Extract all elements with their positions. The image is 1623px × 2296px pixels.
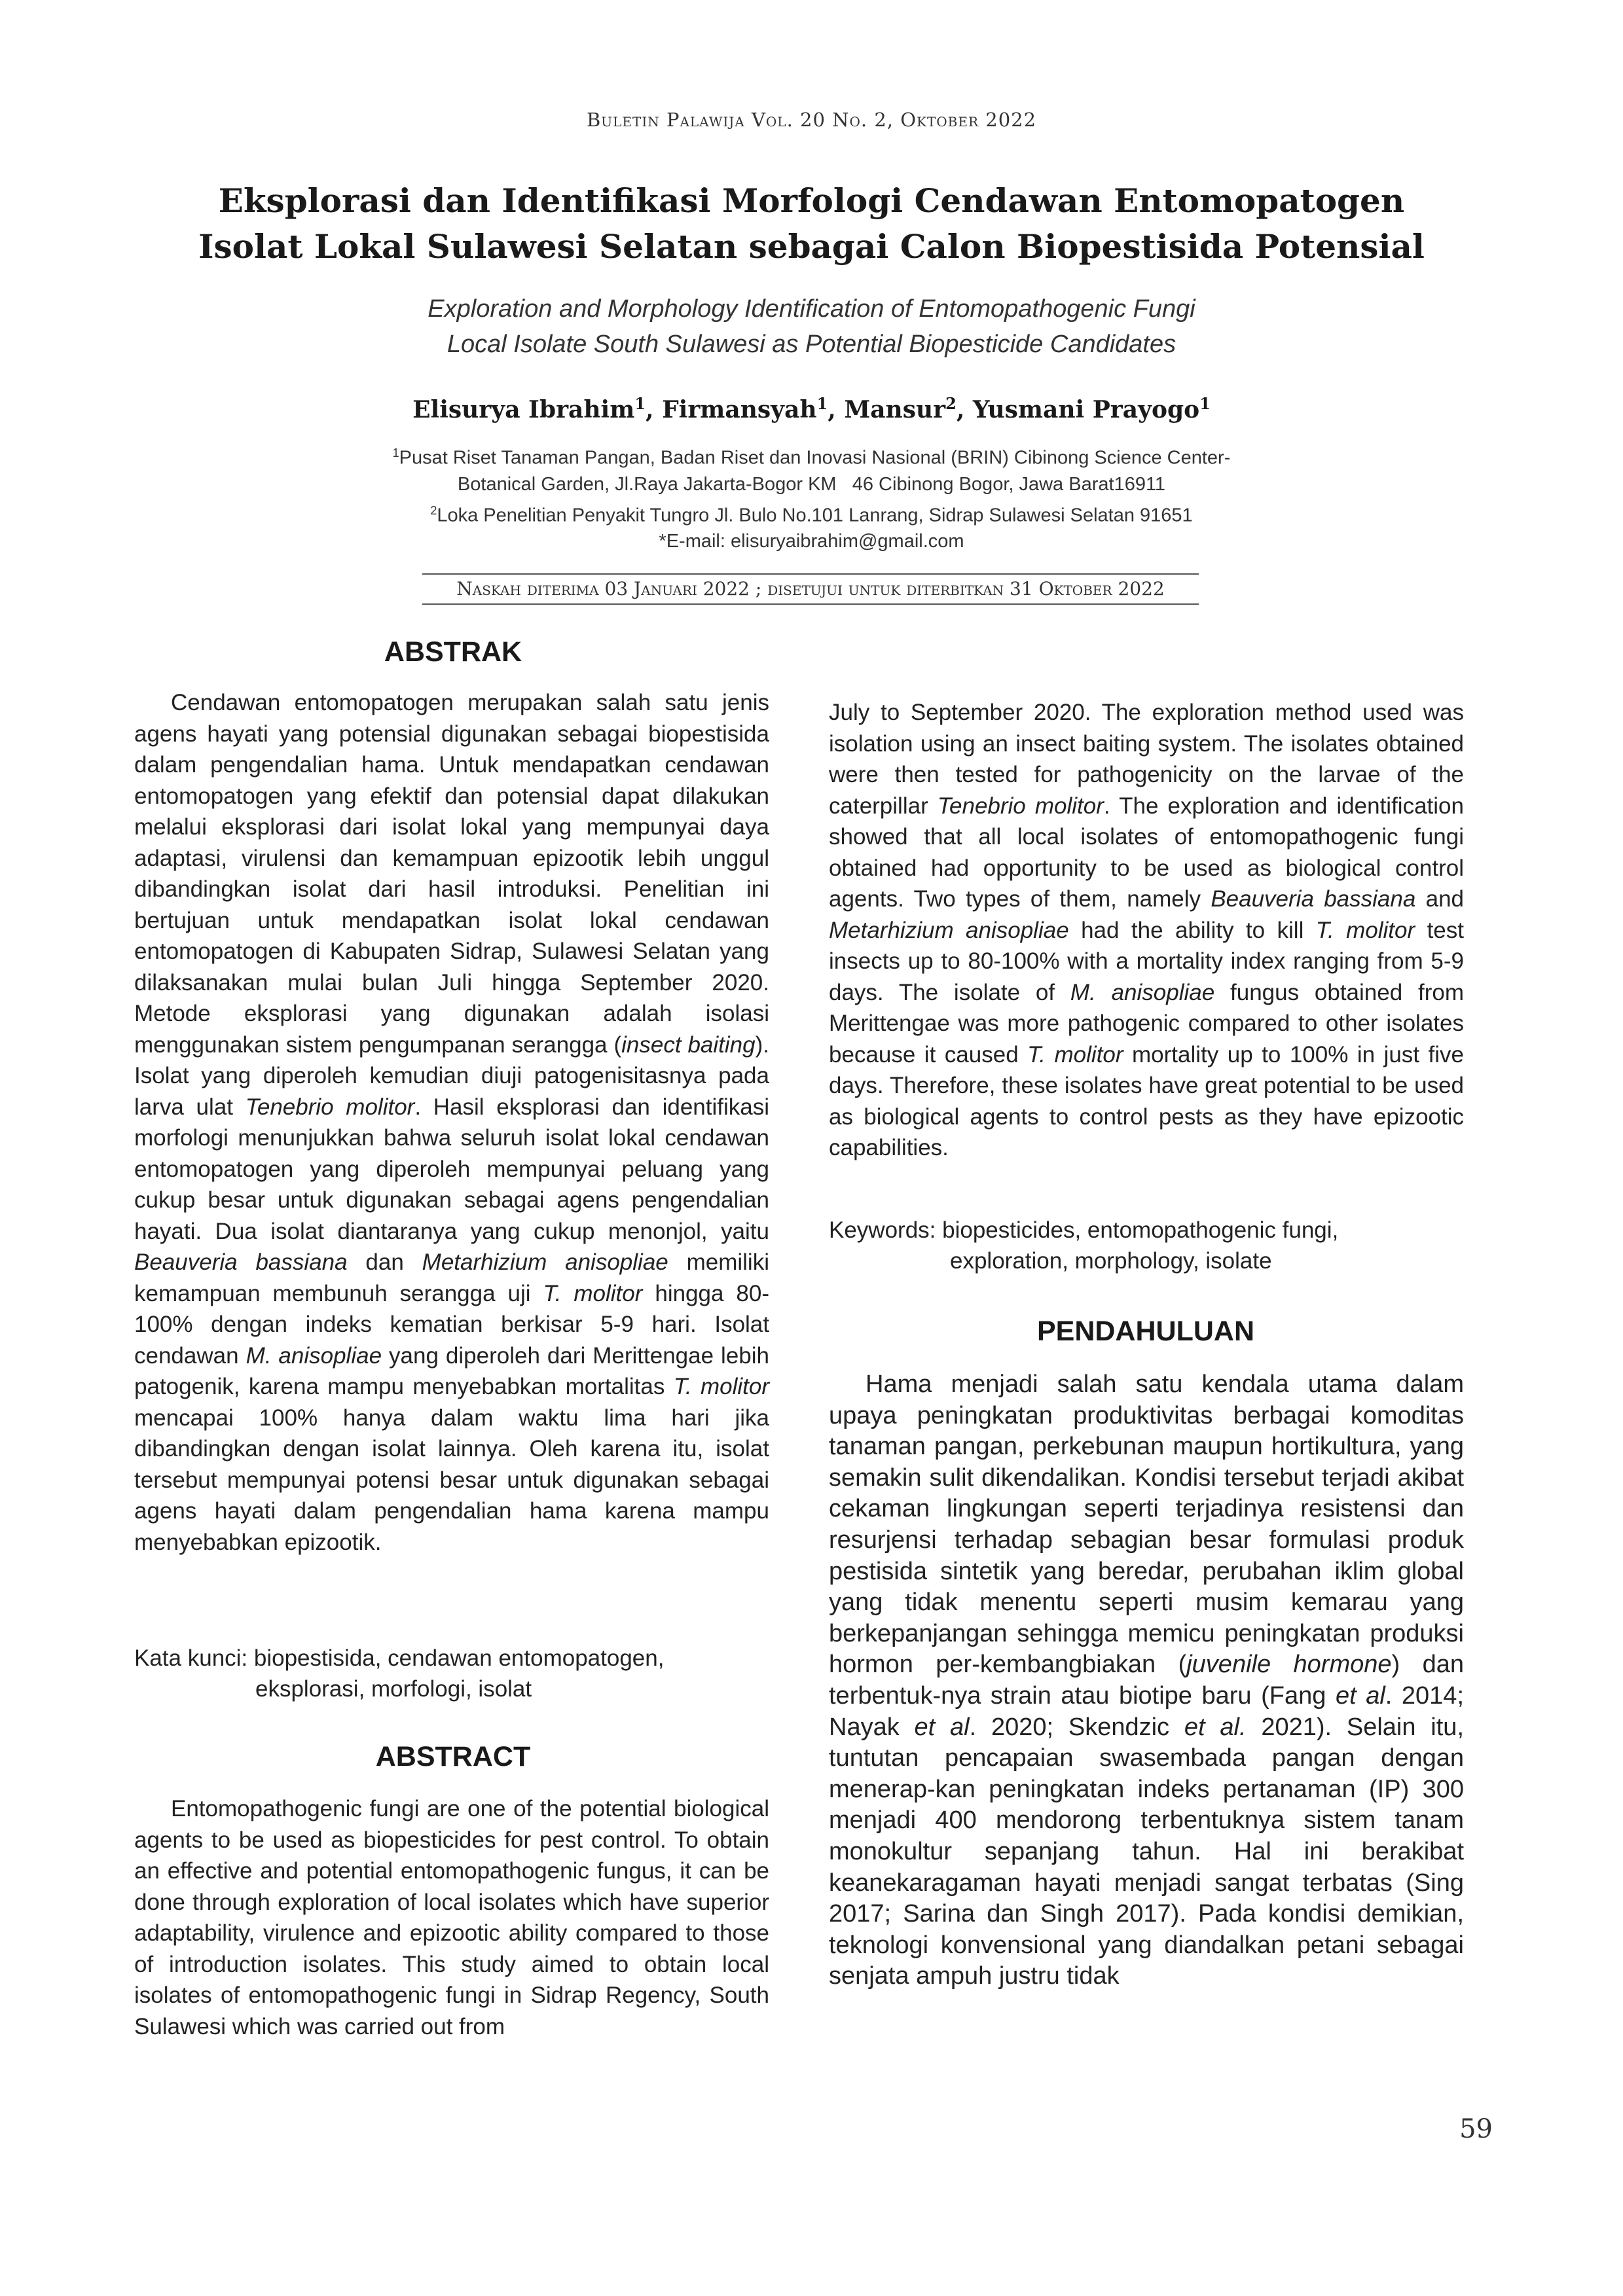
kata-kunci-line-2: eksplorasi, morfologi, isolat [255,1676,532,1702]
keywords [829,1215,1464,1276]
italic-term: T. molitor [1315,917,1415,943]
keywords-line-2: exploration, morphology, isolate [950,1248,1272,1274]
pendahuluan-body [829,1369,1464,1992]
italic-term: et al. [1184,1713,1247,1741]
author-affiliation-mark: 2 [945,394,957,413]
italic-term: M. anisopliae [246,1342,382,1369]
journal-header: Buletin Palawija Vol. 20 No. 2, Oktober 2022 [586,109,1037,131]
email-text: *E-mail: elisuryaibrahim@gmail.com [659,531,964,552]
abstract-body-right [829,697,1464,1164]
affiliation-2 [131,497,1492,529]
subtitle-line-1: Exploration and Morphology Identification of Entomopathogenic Fungi [428,295,1195,323]
affiliation-1-line-1: $^1$Pusat Riset Tanaman Pangan, Badan Riset dan Inovasi Nasional (BRIN) Cibinong Science Center- [392,446,1231,469]
author-affiliation-mark: 1 [634,394,646,413]
email [131,528,1492,554]
affiliation-1-line-2: Botanical Garden, Jl.Raya Jakarta-Bogor KM 46 Cibinong Bogor, Jawa Barat16911 [457,473,1166,495]
italic-term: Beauveria bassiana [134,1249,348,1275]
italic-term: et al [914,1713,970,1741]
italic-term: Tenebrio molitor [245,1094,415,1120]
author-affiliation-mark: 1 [1199,394,1211,413]
abstract-heading: ABSTRACT [375,1741,531,1772]
italic-term: T. molitor [543,1280,643,1306]
page-number: 59 [1459,2114,1493,2144]
author-list: Elisurya Ibrahim$^1$, Firmansyah$^1$, Mansur$^2$, Yusmani Prayogo$^1$ [412,394,1211,423]
keywords-line-1: Keywords: biopesticides, entomopathogenic fungi, [829,1217,1339,1243]
author-name: Mansur [844,396,946,423]
affiliation-2-line: $^2$Loka Penelitian Penyakit Tungro Jl. Bulo No.101 Lanrang, Sidrap Sulawesi Selatan 91651 [430,504,1193,526]
italic-term: Metarhizium anisopliae [829,917,1069,943]
author-name: Elisurya Ibrahim [412,396,635,423]
italic-term: Metarhizium anisopliae [422,1249,668,1275]
abstrak-heading: ABSTRAK [384,636,522,668]
affiliation-1 [131,440,1492,497]
italic-term: et al [1335,1681,1385,1710]
italic-term: Tenebrio molitor [937,793,1104,819]
paper-title [131,178,1492,270]
abstract-paragraph-right: July to September 2020. The exploration method used was isolation using an insect baiting system. The isolates obtained were then tested for pathogenicity on the larvae of the caterpillar Tenebrio molitor. The exploration and identification showed that all local isolates of entomopathogenic fungi obtained had opportunity to be used as biological control agents. Two types of them, namely Beauveria bassiana and Metarhizium anisopliae had the ability to kill T. molitor test insects up to 80-100% with a mortality index ranging from 5-9 days. The isolate of M. anisopliae fungus obtained from Merittengae was more pathogenic compared to other isolates because it caused T. molitor mortality up to 100% in just five days. Therefore, these isolates have great potential to be used as biological agents to control pests as they have epizootic capabilities. [829,700,1464,1160]
italic-term: M. anisopliae [1070,979,1215,1005]
italic-term: insect baiting [621,1031,756,1058]
author-name: Firmansyah [662,396,817,423]
abstract-paragraph-left: Entomopathogenic fungi are one of the potential biological agents to be used as biopesticides for pest control. To obtain an effective and potential entomopathogenic fungus, it can be done through exploration of local isolates which have superior adaptability, virulence and epizootic ability compared to those of introduction isolates. This study aimed to obtain local isolates of entomopathogenic fungi in Sidrap Regency, South Sulawesi which was carried out from [134,1796,769,2039]
italic-term: T. molitor [673,1374,769,1399]
abstract-body-left [134,1793,769,2042]
italic-term: juvenile hormone [1186,1651,1392,1679]
english-title [131,291,1492,362]
kata-kunci-line-1: Kata kunci: biopestisida, cendawan entomopatogen, [134,1645,665,1671]
author-affiliation-mark: 1 [816,394,828,413]
kata-kunci [134,1643,769,1704]
received-accepted-dates: Naskah diterima 03 Januari 2022 ; disetujui untuk diterbitkan 31 Oktober 2022 [422,573,1199,605]
italic-term: T. molitor [1027,1041,1123,1067]
pendahuluan-paragraph: Hama menjadi salah satu kendala utama dalam upaya peningkatan produktivitas berbagai komoditas tanaman pangan, perkebunan maupun hortikultura, yang semakin sulit dikendalikan. Kondisi tersebut terjadi akibat cekaman lingkungan seperti terjadinya resistensi dan resurjensi terhadap sebagian besar formulasi produk pestisida sintetik yang beredar, perubahan iklim global yang tidak menentu seperti musim kemarau yang berkepanjangan sehingga memicu peningkatan produksi hormon per-kembangbiakan (juvenile hormone) dan terbentuk-nya strain atau biotipe baru (Fang et al. 2014; Nayak et al. 2020; Skendzic et al. 2021). Selain itu, tuntutan pencapaian swasembada pangan dengan menerap-kan peningkatan indeks pertanaman (IP) 300 menjadi 400 mendorong terbentuknya sistem tanam monokultur sepanjang tahun. Hal ini berakibat keanekaragaman hayati menjadi sangat terbatas (Sing 2017; Sarina dan Singh 2017). Pada kondisi demikian, teknologi konvensional yang diandalkan petani sebagai senjata ampuh justru tidak [829,1371,1465,1990]
title-line-1: Eksplorasi dan Identifikasi Morfologi Cendawan Entomopatogen [218,181,1405,220]
title-line-2: Isolat Lokal Sulawesi Selatan sebagai Calon Biopestisida Potensial [198,227,1425,266]
abstrak-paragraph: Cendawan entomopatogen merupakan salah satu jenis agens hayati yang potensial digunakan sebagai biopestisida dalam pengendalian hama. Untuk mendapatkan cendawan entomopatogen yang efektif dan potensial dapat dilakukan melalui eksplorasi dari isolat lokal yang mempunyai daya adaptasi, virulensi dan kemampuan epizootik lebih unggul dibandingkan isolat dari hasil introduksi. Penelitian ini bertujuan untuk mendapatkan isolat lokal cendawan entomopatogen di Kabupaten Sidrap, Sulawesi Selatan yang dilaksanakan mulai bulan Juli hingga September 2020. Metode eksplorasi yang digunakan adalah isolasi menggunakan sistem pengumpanan serangga (insect baiting). Isolat yang diperoleh kemudian diuji patogenisitasnya pada larva ulat Tenebrio molitor. Hasil eksplorasi dan identifikasi morfologi menunjukkan bahwa seluruh isolat lokal cendawan entomopatogen yang diperoleh mempunyai peluang yang cukup besar untuk digunakan sebagai agens pengendalian hayati. Dua isolat diantaranya yang cukup menonjol, yaitu Beauveria bassiana dan Metarhizium anisopliae memiliki kemampuan membunuh serangga uji T. molitor hingga 80-100% dengan indeks kematian berkisar 5-9 hari. Isolat cendawan M. anisopliae yang diperoleh dari Merittengae lebih patogenik, karena mampu menyebabkan mortalitas T. molitor mencapai 100% hanya dalam waktu lima hari jika dibandingkan dengan isolat lainnya. Oleh karena itu, isolat tersebut mempunyai potensi besar untuk digunakan sebagai agens hayati dalam pengendalian hama karena mampu menyebabkan epizootik. [134,690,769,1555]
subtitle-line-2: Local Isolate South Sulawesi as Potential Biopesticide Candidates [447,331,1176,358]
abstrak-body [134,687,769,1558]
italic-term: Beauveria bassiana [1211,886,1416,912]
pendahuluan-heading: PENDAHULUAN [1036,1316,1255,1347]
author-name: Yusmani Prayogo [972,396,1200,423]
